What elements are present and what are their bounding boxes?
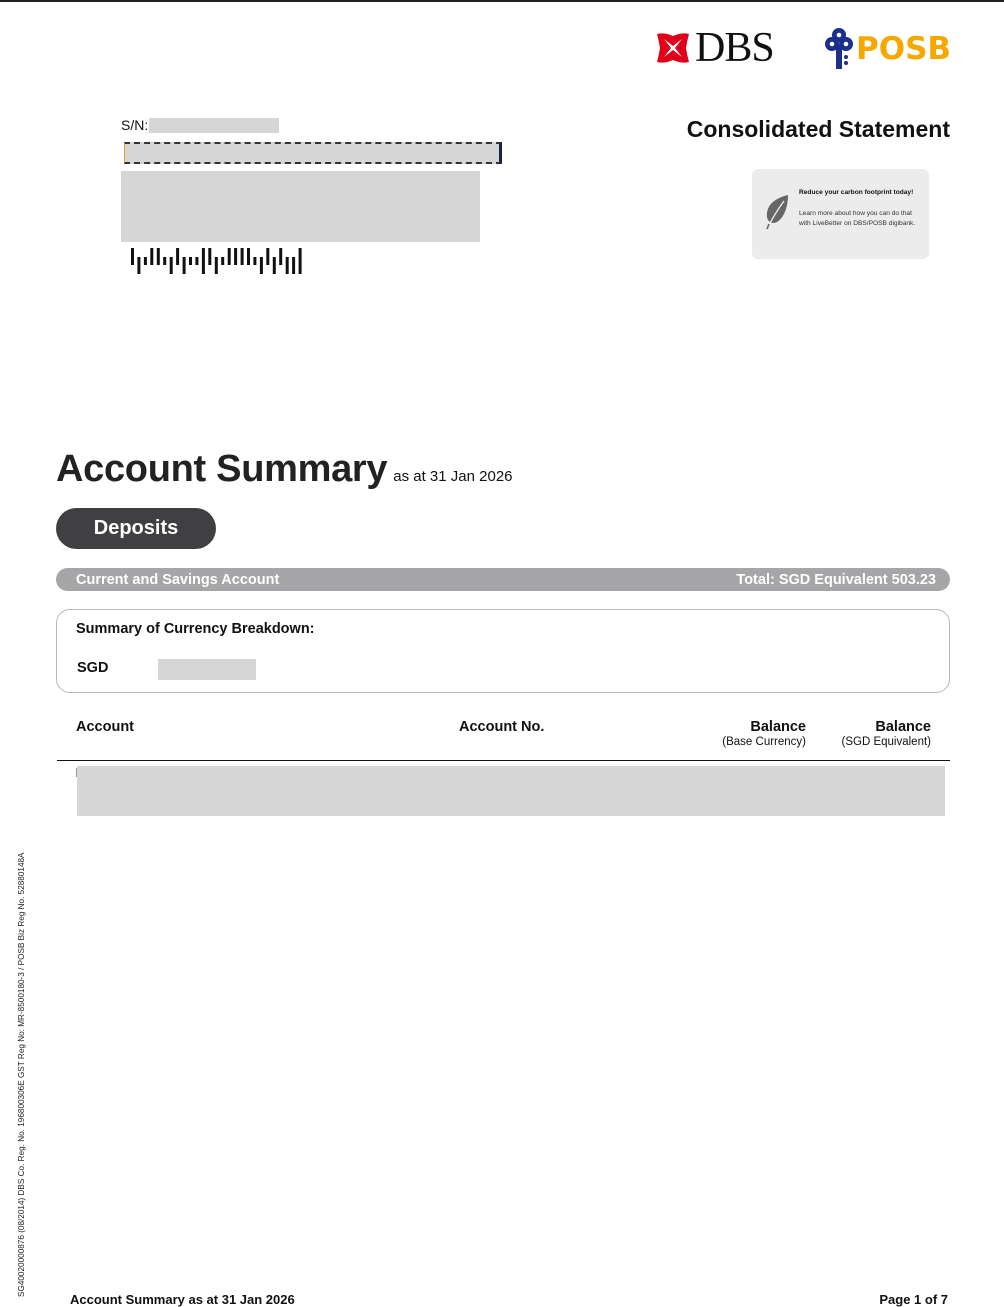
- statement-title: Consolidated Statement: [686, 116, 950, 142]
- barcode-bar: [144, 257, 147, 265]
- barcode-bar: [253, 257, 256, 265]
- serial-redacted: [149, 118, 279, 133]
- barcode-bar: [170, 257, 173, 274]
- currency-amount-redacted: [158, 659, 256, 680]
- address-block-redacted: [121, 171, 480, 242]
- dbs-star-icon: [655, 30, 691, 66]
- footer-right: Page 1 of 7: [879, 1292, 948, 1307]
- table-header-divider: [57, 760, 950, 761]
- posb-logo: [824, 26, 951, 72]
- serial-label: S/N:: [121, 117, 149, 133]
- dbs-wordmark: DBS: [695, 25, 774, 71]
- currency-breakdown-heading: Summary of Currency Breakdown:: [76, 621, 315, 637]
- category-label: Current and Savings Account: [76, 571, 280, 588]
- barcode-bar: [292, 257, 295, 274]
- promo-heading: Reduce your carbon footprint today!: [799, 189, 914, 196]
- barcode-bar: [157, 248, 160, 265]
- barcode-bar: [189, 257, 192, 265]
- footer-left: Account Summary as at 31 Jan 2026: [70, 1292, 295, 1307]
- barcode-bar: [273, 257, 276, 274]
- column-header-account-no: Account No.: [459, 719, 545, 735]
- barcode-bar: [131, 248, 134, 265]
- dbs-logo: [655, 25, 774, 71]
- column-header-account: Account: [76, 719, 134, 735]
- barcode-bar: [195, 257, 198, 265]
- barcode-bar: [247, 248, 250, 265]
- currency-code: SGD: [77, 660, 109, 676]
- barcode-bar: [176, 248, 179, 265]
- barcode-bar: [260, 257, 263, 274]
- barcode-bar: [208, 248, 211, 265]
- category-bar: [56, 568, 950, 591]
- barcode-bar: [241, 248, 244, 265]
- barcode-bar: [299, 248, 302, 274]
- barcode-bar: [163, 257, 166, 265]
- currency-breakdown-box: [56, 609, 950, 693]
- leaf-icon: [764, 193, 790, 231]
- column-subheader-sgd-equivalent: (SGD Equivalent): [841, 736, 931, 748]
- as-at-date: as at 31 Jan 2026: [393, 468, 513, 485]
- top-border: [0, 0, 1004, 2]
- barcode-bar: [215, 257, 218, 274]
- serial-number: [121, 117, 279, 133]
- barcode-bar: [137, 257, 140, 274]
- column-header-balance-base: Balance: [750, 719, 806, 735]
- barcode-bar: [286, 257, 289, 274]
- barcode-bar: [221, 257, 224, 265]
- table-row-redacted: [77, 766, 945, 816]
- barcode-bar: [150, 248, 153, 265]
- barcode-bar: [234, 248, 237, 265]
- category-total: Total: SGD Equivalent 503.23: [736, 571, 936, 588]
- barcode-bar: [183, 257, 186, 274]
- posb-key-icon: [824, 27, 854, 71]
- deposits-section-pill: Deposits: [56, 508, 216, 549]
- column-header-balance-sgd: Balance: [875, 719, 931, 735]
- promo-body: Learn more about how you can do that with LiveBetter on DBS/POSB digibank.: [799, 210, 916, 227]
- promo-card: [752, 169, 929, 259]
- posb-wordmark: POSB: [856, 31, 952, 67]
- account-summary-title: Account Summary: [56, 448, 388, 490]
- account-summary-heading: [56, 448, 513, 491]
- barcode-bar: [266, 248, 269, 265]
- barcode-bar: [202, 248, 205, 274]
- column-subheader-base-currency: (Base Currency): [722, 736, 806, 748]
- address-line-redacted: [124, 142, 502, 164]
- barcode-bar: [279, 248, 282, 265]
- legal-registration-text: SG40020000876 (08/2014) DBS Co. Reg. No. 196800306E GST Reg No: MR-8500180-3 / POSB Biz Reg No. 52880148A: [17, 852, 26, 1297]
- postal-barcode: [130, 248, 304, 274]
- barcode-bar: [228, 248, 231, 265]
